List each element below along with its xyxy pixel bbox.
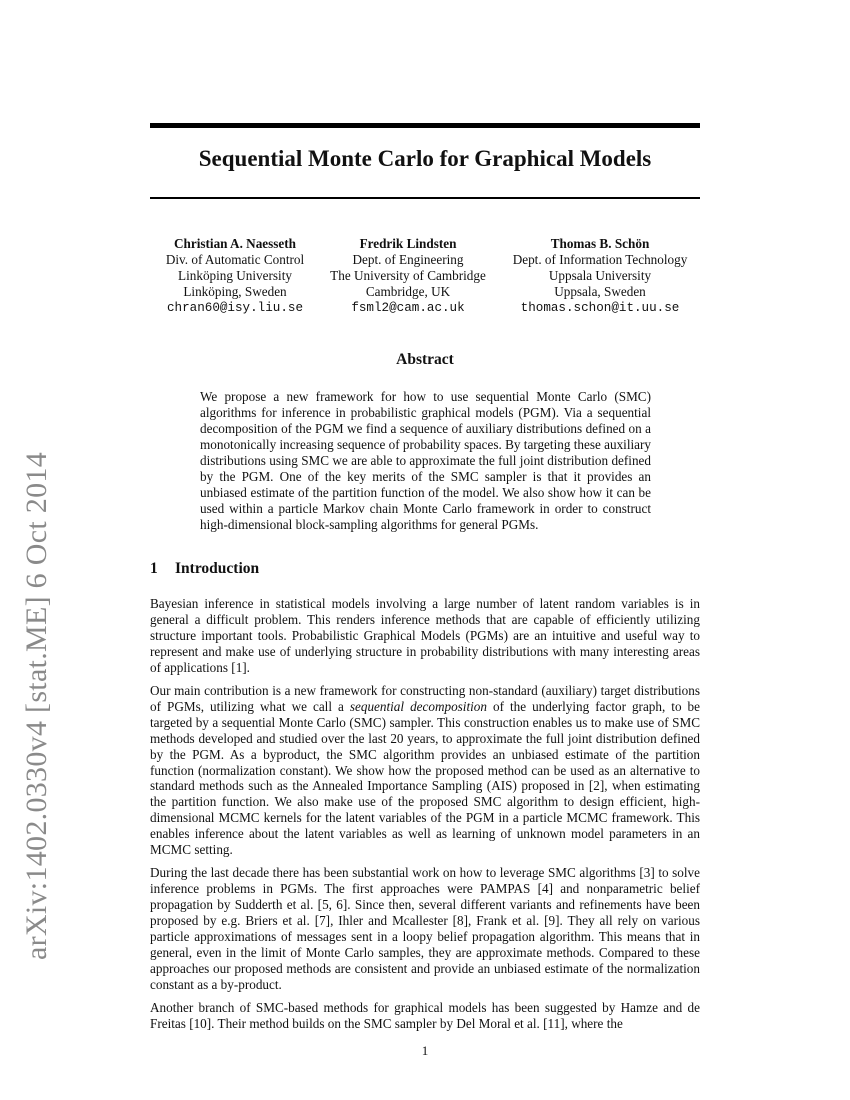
paragraph xyxy=(150,683,700,858)
author-affiliation: Div. of Automatic Control xyxy=(165,252,305,267)
author-affiliation: The University of Cambridge xyxy=(330,268,486,283)
section-number: 1 xyxy=(150,560,158,577)
abstract-heading: Abstract xyxy=(396,351,454,368)
author-affiliation: Dept. of Information Technology xyxy=(512,252,688,267)
section-body xyxy=(150,596,700,1039)
author-name: Christian A. Naesseth xyxy=(174,236,296,251)
author-affiliation: Dept. of Engineering xyxy=(352,252,464,267)
abstract xyxy=(200,389,651,533)
title-top-rule xyxy=(150,123,700,128)
author-affiliation: Linköping, Sweden xyxy=(183,284,287,299)
author-block-2 xyxy=(318,236,498,316)
author-name: Thomas B. Schön xyxy=(550,236,650,251)
author-block-1 xyxy=(140,236,330,316)
section-heading xyxy=(150,560,259,578)
abstract-text: We propose a new framework for how to use sequential Monte Carlo (SMC) algorithms for inference in probabilistic graphical models (PGM). Via a sequential decomposition of the PGM we find a sequence of auxiliary distributions defined on a monotonically increasing sequence of probability spaces. By targeting these auxiliary distributions using SMC we are able to approximate the full joint distribution defined by the PGM. One of the key merits of the SMC sampler is that it provides an unbiased estimate of the partition function of the model. We also show how it can be used within a particle Markov chain Monte Carlo framework in order to construct high-dimensional block-sampling algorithms for general PGMs. xyxy=(200,389,651,532)
paragraph-text: of the underlying factor graph, to be targeted by a sequential Monte Carlo (SMC) sampler. This construction enables us to make use of SMC methods developed and studied over the last 20 years, to approximate the full joint distribution defined by the PGM. As a byproduct, the SMC algorithm provides an unbiased estimate of the partition function (normalization constant). We show how the proposed method can be used as an alternative to standard methods such as the Annealed Importance Sampling (AIS) proposed in [2], when estimating the partition function. We also make use of the proposed SMC algorithm to design efficient, high-dimensional MCMC kernels for the latent variables of the PGM in a particle MCMC framework. This enables inference about the latent variables as well as learning of unknown model parameters in an MCMC setting. xyxy=(150,698,700,858)
paragraph-text: Our main contribution is a new framework for constructing non-standard (auxiliary) target distributions of PGMs, utilizing what we call a xyxy=(150,682,700,714)
section-title: Introduction xyxy=(175,560,260,577)
author-email: chran60@isy.liu.se xyxy=(166,301,304,315)
arxiv-side-stamp: arXiv:1402.0330v4 [stat.ME] 6 Oct 2014 xyxy=(20,452,53,960)
author-affiliation: Linköping University xyxy=(178,268,292,283)
paragraph: Bayesian inference in statistical models involving a large number of latent random variables is in general a difficult problem. This renders inference methods that are capable of efficiently utilizing structure important tools. Probabilistic Graphical Models (PGMs) are an intuitive and useful way to represent and make use of underlying structure in probability distributions with many interesting areas of applications [1]. xyxy=(150,596,700,675)
author-email: fsml2@cam.ac.uk xyxy=(351,301,465,315)
emphasized-term: sequential decomposition xyxy=(349,698,487,714)
author-block-3 xyxy=(495,236,705,316)
paper-title: Sequential Monte Carlo for Graphical Models xyxy=(198,146,652,171)
author-affiliation: Uppsala, Sweden xyxy=(554,284,646,299)
paragraph: During the last decade there has been substantial work on how to leverage SMC algorithms [3] to solve inference problems in PGMs. The first approaches were PAMPAS [4] and nonparametric belief propagation by Sudderth et al. [5, 6]. Since then, several different variants and refinements have been proposed by e.g. Briers et al. [7], Ihler and Mcallester [8], Frank et al. [9]. They all rely on various particle approximations of messages sent in a loopy belief propagation algorithm. This means that in general, even in the limit of Monte Carlo samples, they are approximate methods. Compared to these approaches our proposed methods are consistent and provide an unbiased estimate of the normalization constant as a by-product. xyxy=(150,865,700,992)
author-affiliation: Uppsala University xyxy=(548,268,652,283)
paragraph: Another branch of SMC-based methods for graphical models has been suggested by Hamze and de Freitas [10]. Their method builds on the SMC sampler by Del Moral et al. [11], where the xyxy=(150,999,700,1031)
author-email: thomas.schon@it.uu.se xyxy=(520,301,680,315)
author-name: Fredrik Lindsten xyxy=(359,236,457,251)
author-affiliation: Cambridge, UK xyxy=(365,284,451,299)
title-bottom-rule xyxy=(150,197,700,199)
page-number: 1 xyxy=(421,1043,429,1058)
